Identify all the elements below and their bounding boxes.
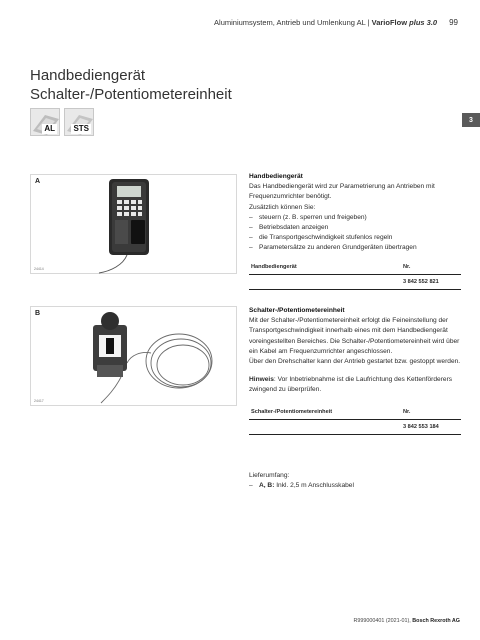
running-header bbox=[214, 18, 458, 27]
title-line-2: Schalter-/Potentiometereinheit bbox=[30, 86, 232, 103]
badge-al bbox=[30, 108, 60, 136]
handheld-device-image bbox=[31, 175, 238, 275]
hint bbox=[249, 375, 461, 395]
badge-label: AL bbox=[44, 124, 55, 133]
part-number: 3 842 552 821 bbox=[403, 274, 461, 289]
feature-list bbox=[249, 213, 461, 254]
badge-label: STS bbox=[73, 124, 89, 133]
section-intro: Das Handbediengerät wird zur Parametrierung an Antrieben mit Frequenzumrichter benötigt. bbox=[249, 183, 435, 201]
hint-label: Hinweis bbox=[249, 376, 274, 384]
supply-item-bold: A, B: bbox=[259, 482, 275, 490]
list-item bbox=[249, 481, 354, 491]
order-table-switch bbox=[249, 406, 461, 435]
header-brand: VarioFlow plus 3.0 bbox=[371, 18, 438, 27]
company-name: Bosch Rexroth AG bbox=[412, 618, 460, 624]
table-cell-empty bbox=[249, 419, 403, 434]
figure-switch-unit bbox=[30, 306, 237, 406]
supply-list bbox=[249, 481, 354, 491]
table-header-name: Schalter-/Potentiometereinheit bbox=[249, 406, 403, 420]
table-cell-empty bbox=[249, 274, 403, 289]
page-footer bbox=[354, 618, 460, 624]
badge-sts bbox=[64, 108, 94, 136]
list-item: – die Transportgeschwindigkeit stufenlos regeln bbox=[249, 233, 461, 243]
section-heading: Schalter-/Potentiometereinheit bbox=[249, 307, 345, 314]
table-header-nr: Nr. bbox=[403, 406, 461, 420]
chapter-tab: 3 bbox=[462, 113, 480, 127]
table-header-row bbox=[249, 406, 461, 420]
switch-unit-image bbox=[31, 307, 238, 407]
list-item: – Betriebsdaten anzeigen bbox=[249, 223, 461, 233]
table-row bbox=[249, 274, 461, 289]
figure-handheld-device bbox=[30, 174, 237, 274]
section-paragraph: Mit der Schalter-/Potentiometereinheit erfolgt die Feineinstellung der Transportgeschwindigkeit innerhalb eines mit dem Handbediengerät voreingestellten Bereiches. Die Schalter-/Potentiometereinheit wird über ein Kabel am Frequenzumrichter angeschlossen. bbox=[249, 317, 460, 355]
figure-letter: A bbox=[35, 178, 41, 185]
supply-label: Lieferumfang: bbox=[249, 472, 290, 479]
table-row bbox=[249, 419, 461, 434]
table-header-name: Handbediengerät bbox=[249, 261, 403, 275]
page-number: 99 bbox=[449, 18, 458, 27]
table-header-nr: Nr. bbox=[403, 261, 461, 275]
document-number: R999000401 (2021-01), bbox=[353, 618, 411, 624]
section-heading: Handbediengerät bbox=[249, 173, 303, 180]
section-paragraph: Über den Drehschalter kann der Antrieb gestartet bzw. gestoppt werden. bbox=[249, 358, 461, 366]
figure-code: 24417 bbox=[34, 399, 44, 403]
section-handheld-device bbox=[249, 172, 461, 290]
title-line-1: Handbediengerät bbox=[30, 67, 146, 84]
figure-code: 24414 bbox=[34, 267, 44, 271]
part-number: 3 842 553 184 bbox=[403, 419, 461, 434]
list-item: – steuern (z. B. sperren und freigeben) bbox=[249, 213, 461, 223]
system-badges bbox=[30, 108, 94, 136]
section-switch-unit bbox=[249, 306, 461, 435]
figure-letter: B bbox=[35, 310, 41, 317]
list-intro: Zusätzlich können Sie: bbox=[249, 203, 316, 211]
table-header-row bbox=[249, 261, 461, 275]
header-section: Aluminiumsystem, Antrieb und Umlenkung AL | VarioFlow plus 3.0 bbox=[214, 18, 438, 27]
supply-item-text: Inkl. 2,5 m Anschlusskabel bbox=[274, 482, 354, 490]
scope-of-supply bbox=[249, 471, 354, 491]
hint-text: : Vor Inbetriebnahme ist die Laufrichtung des Kettenförderers zwingend zu überprüfen. bbox=[249, 376, 453, 394]
page-title bbox=[30, 66, 232, 104]
order-table-handheld bbox=[249, 261, 461, 290]
list-item: – Parametersätze zu anderen Grundgeräten übertragen bbox=[249, 243, 461, 253]
